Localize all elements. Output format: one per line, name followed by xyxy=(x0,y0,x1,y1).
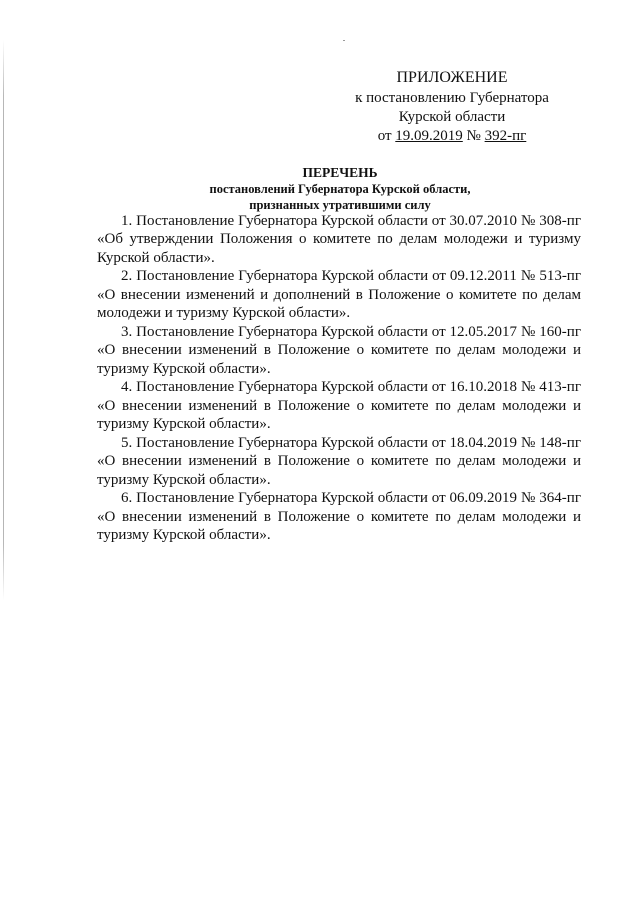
number-sign: № xyxy=(462,128,485,144)
decree-number: 392-пг xyxy=(484,128,527,144)
list-item: 3. Постановление Губернатора Курской области от 12.05.2017 № 160-пг «О внесении изменений в Положение о комитете по делам молодежи и туризму Курской области». xyxy=(97,323,581,377)
list-item: 1. Постановление Губернатора Курской области от 30.07.2010 № 308-пг «Об утверждении Положения о комитете по делам молодежи и туризму Курской области». xyxy=(97,213,581,266)
appendix-title: ПРИЛОЖЕНИЕ xyxy=(396,69,508,86)
appendix-header xyxy=(332,68,572,146)
appendix-line-2: Курской области xyxy=(398,109,506,125)
decree-list xyxy=(97,212,581,545)
list-subtitle-2: признанных утратившими силу xyxy=(249,198,431,212)
decree-date: 19.09.2019 xyxy=(395,128,463,144)
list-item: 4. Постановление Губернатора Курской области от 16.10.2018 № 413-пг «О внесении изменений в Положение о комитете по делам молодежи и туризму Курской области». xyxy=(97,379,581,433)
list-item: 5. Постановление Губернатора Курской области от 18.04.2019 № 148-пг «О внесении изменений в Положение о комитете по делам молодежи и туризму Курской области». xyxy=(97,434,581,488)
list-item: 2. Постановление Губернатора Курской области от 09.12.2011 № 513-пг «О внесении изменений и дополнений в Положение о комитете по делам молодежи и туризму Курской области». xyxy=(97,268,581,322)
list-title-block xyxy=(100,164,580,213)
list-item: 6. Постановление Губернатора Курской области от 06.09.2019 № 364-пг «О внесении изменений в Положение о комитете по делам молодежи и туризму Курской области». xyxy=(97,490,581,544)
scan-speck xyxy=(343,40,345,41)
date-prefix: от xyxy=(377,128,396,144)
scan-edge-line xyxy=(3,40,4,600)
appendix-line-1: к постановлению Губернатора xyxy=(355,90,549,106)
list-subtitle-1: постановлений Губернатора Курской области, xyxy=(209,182,471,196)
list-title: ПЕРЕЧЕНЬ xyxy=(302,165,378,180)
appendix-date-line xyxy=(332,127,572,146)
